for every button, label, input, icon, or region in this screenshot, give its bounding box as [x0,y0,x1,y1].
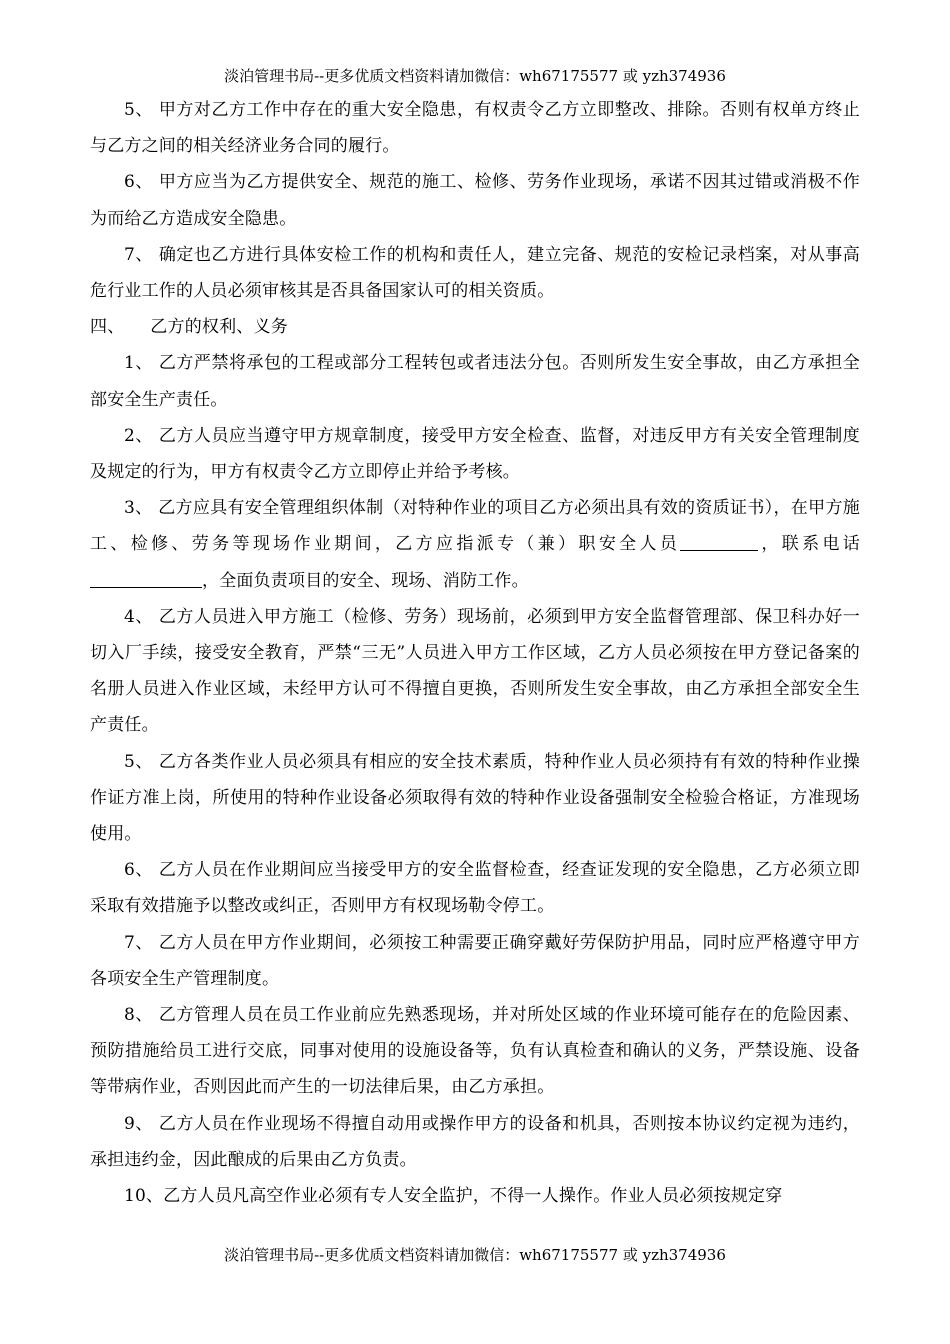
clause-party-b-3-text-b: ，联系电话 [758,534,860,555]
clause-party-b-10: 10、乙方人员凡高空作业必须有专人安全监护，不得一人操作。作业人员必须按规定穿 [124,1186,783,1207]
clause-party-b-2: 2、 乙方人员应当遵守甲方规章制度，接受甲方安全检查、监督，对违反甲方有关安全管理制度及规定的行为，甲方有权责令乙方立即停止并给予考核。 [90,425,860,483]
clause-party-b-3 [90,490,860,599]
page-footer: 淡泊管理书局--更多优质文档资料请加微信：wh67175577 或 yzh374936 [224,1246,726,1264]
clause-party-b-6: 6、 乙方人员在作业期间应当接受甲方的安全监督检查，经查证发现的安全隐患，乙方必须立即采取有效措施予以整改或纠正，否则甲方有权现场勒令停工。 [90,860,860,917]
page-header: 淡泊管理书局--更多优质文档资料请加微信：wh67175577 或 yzh374936 [224,67,726,85]
clause-party-a-6: 6、 甲方应当为乙方提供安全、规范的施工、检修、劳务作业现场，承诺不因其过错或消极不作为而给乙方造成安全隐患。 [90,172,860,229]
clause-party-a-5: 5、 甲方对乙方工作中存在的重大安全隐患，有权责令乙方立即整改、排除。否则有权单方终止与乙方之间的相关经济业务合同的履行。 [90,100,860,157]
clause-party-b-9: 9、 乙方人员在作业现场不得擅自动用或操作甲方的设备和机具，否则按本协议约定视为违约，承担违约金，因此酿成的后果由乙方负责。 [90,1113,860,1170]
contact-phone-blank [90,569,202,588]
clause-party-b-1: 1、 乙方严禁将承包的工程或部分工程转包或者违法分包。否则所发生安全事故，由乙方承担全部安全生产责任。 [90,353,860,410]
safety-officer-blank [680,532,758,551]
clause-party-b-8: 8、 乙方管理人员在员工作业前应先熟悉现场，并对所处区域的作业环境可能存在的危险因素、预防措施给员工进行交底，同事对使用的设施设备等，负有认真检查和确认的义务，严禁设施、设备等带病作业，否则因此而产生的一切法律后果，由乙方承担。 [90,1005,860,1098]
document-body [90,92,860,1214]
section-heading-4: 四、 乙方的权利、义务 [90,317,288,338]
clause-party-b-7: 7、 乙方人员在甲方作业期间，必须按工种需要正确穿戴好劳保防护用品，同时应严格遵守甲方各项安全生产管理制度。 [90,932,860,989]
clause-party-b-4: 4、 乙方人员进入甲方施工（检修、劳务）现场前，必须到甲方安全监督管理部、保卫科办好一切入厂手续，接受安全教育，严禁“三无”人员进入甲方工作区域，乙方人员必须按在甲方登记备案的名册人员进入作业区域，未经甲方认可不得擅自更换，否则所发生安全事故，由乙方承担全部安全生产责任。 [90,606,860,736]
clause-party-a-7: 7、 确定也乙方进行具体安检工作的机构和责任人，建立完备、规范的安检记录档案，对从事高危行业工作的人员必须审核其是否具备国家认可的相关资质。 [90,244,860,302]
clause-party-b-3-text-a: 3、 乙方应具有安全管理组织体制（对特种作业的项目乙方必须出具有效的资质证书），在甲方施工、检修、劳务等现场作业期间，乙方应指派专（兼）职安全人员 [90,498,860,555]
clause-party-b-3-text-c: ，全面负责项目的安全、现场、消防工作。 [202,570,529,591]
clause-party-b-5: 5、 乙方各类作业人员必须具有相应的安全技术素质，特种作业人员必须持有有效的特种作业操作证方准上岗，所使用的特种作业设备必须取得有效的特种作业设备强制安全检验合格证，方准现场使用。 [90,751,860,845]
